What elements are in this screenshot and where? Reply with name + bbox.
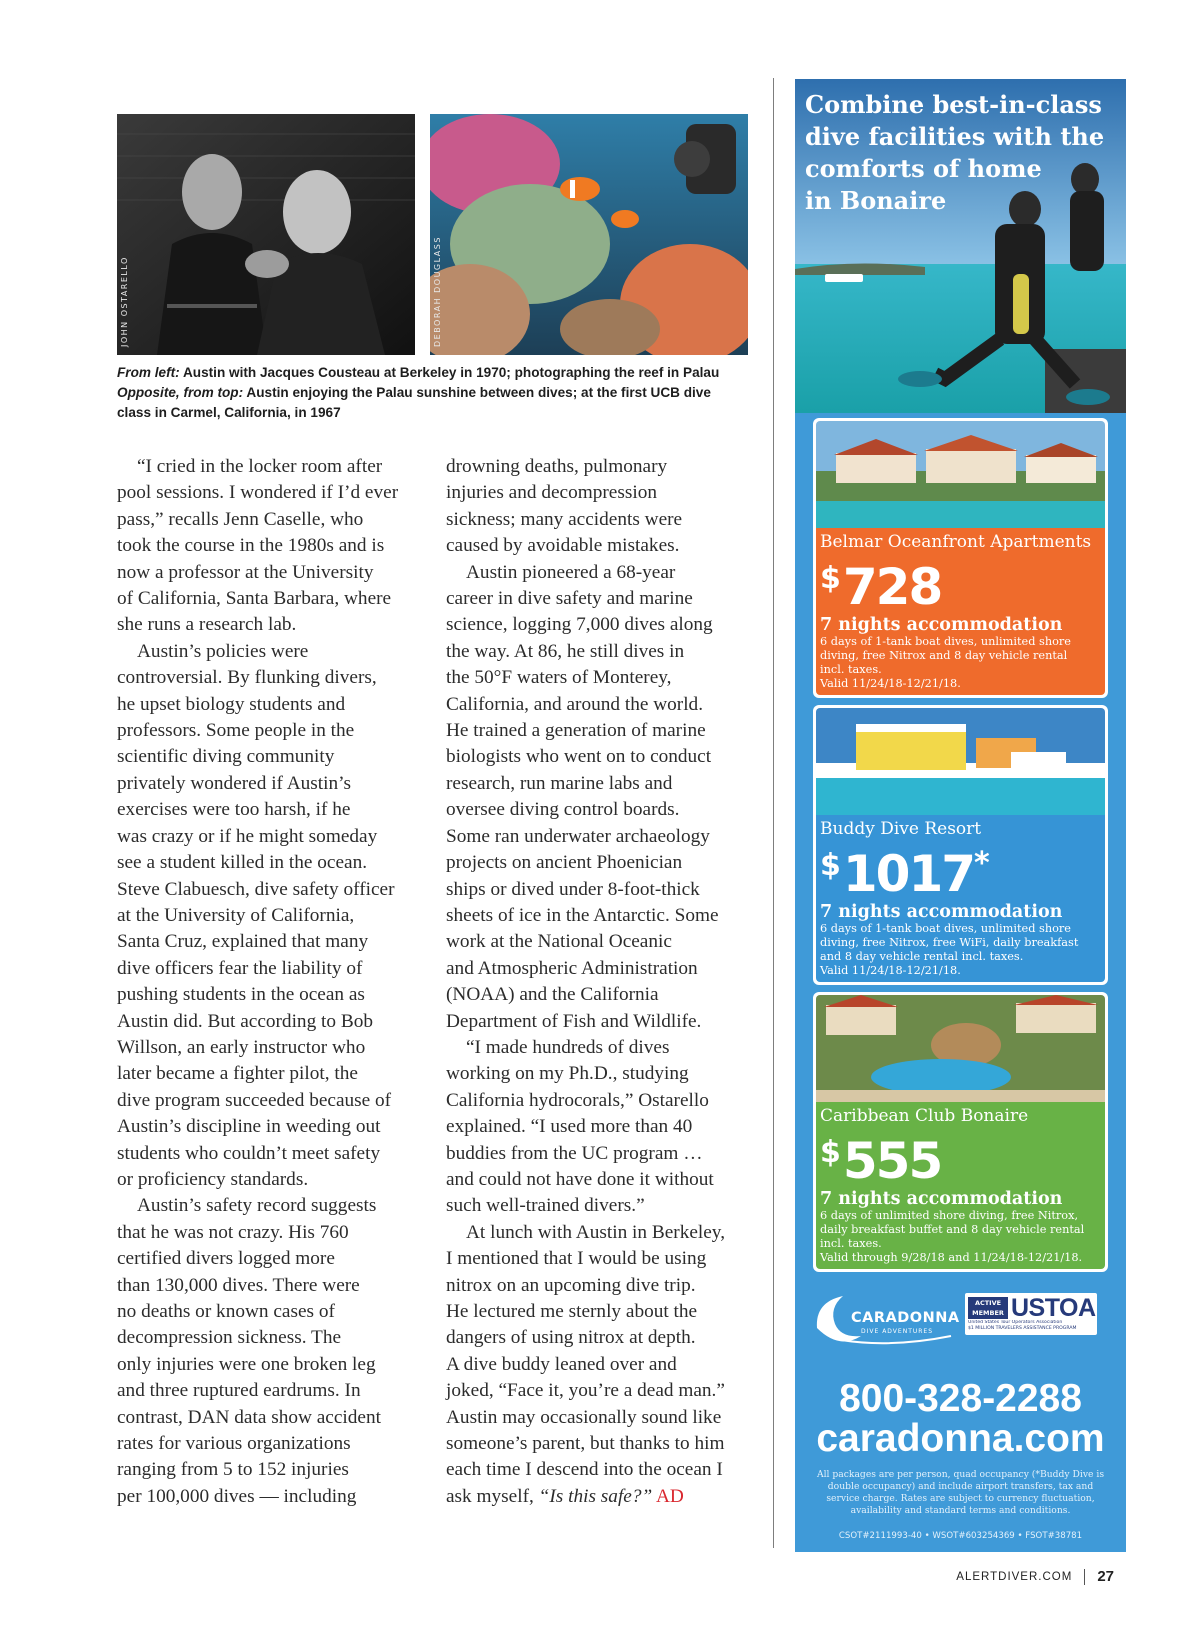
price-value: 728 <box>842 558 942 616</box>
photo-credit-right: DEBORAH DOUGLASS <box>433 236 442 347</box>
article-line: sickness; many accidents were <box>446 508 683 530</box>
article-line: drowning deaths, pulmonary <box>446 456 668 477</box>
caption-line-3: class in Carmel, California, in 1967 <box>117 405 341 420</box>
article-line: and three ruptured eardrums. In <box>117 1380 361 1402</box>
price-value: 1017 <box>842 845 975 903</box>
article-line: scientific diving community <box>117 746 335 768</box>
package-description <box>820 635 1101 677</box>
article-column-1 <box>117 454 422 1510</box>
description-line: 6 days of 1-tank boat dives, unlimited shore <box>820 635 1071 648</box>
package-card-caribbean-club[interactable] <box>813 992 1108 1272</box>
photo-credit-left: JOHN OSTARELLO <box>120 256 129 347</box>
article-line: Austin did. But according to Bob <box>117 1010 373 1032</box>
article-line: (NOAA) and the California <box>446 984 659 1006</box>
ad-logos <box>805 1284 1116 1359</box>
article-line: pool sessions. I wondered if I’d ever <box>117 482 399 504</box>
card-photo-caribbean-club <box>816 995 1105 1102</box>
article-line: contrast, DAN data show accident <box>117 1406 381 1428</box>
article-line: she runs a research lab. <box>117 614 297 636</box>
card-body-buddy-dive <box>816 815 1105 982</box>
package-nights: 7 nights accommodation <box>820 615 1063 635</box>
photo-austin-cousteau <box>117 114 415 355</box>
caradonna-ad[interactable] <box>795 79 1126 1552</box>
caption-line-2 <box>117 383 752 403</box>
article-line: Santa Cruz, explained that many <box>117 931 369 953</box>
article-line: someone’s parent, but thanks to him <box>446 1433 725 1455</box>
buddy-dive-photo <box>816 708 1105 815</box>
article-line: dive officers fear the liability of <box>117 957 363 979</box>
article-line: joked, “Face it, you’re a dead man.” <box>446 1380 725 1402</box>
price-asterisk: * <box>974 846 990 881</box>
photo-austin-cousteau-image <box>117 114 415 355</box>
article-line: he upset biology students and <box>117 693 346 715</box>
article-line: science, logging 7,000 dives along <box>446 614 713 636</box>
page-number: 27 <box>1097 1568 1114 1585</box>
article-line: no deaths or known cases of <box>117 1301 335 1322</box>
caradonna-logo[interactable] <box>811 1290 961 1350</box>
belmar-photo <box>816 421 1105 528</box>
article-line: He lectured me sternly about the <box>446 1301 698 1322</box>
column-divider <box>773 78 774 1548</box>
caption-lead-2: Opposite, from top: <box>117 385 244 400</box>
ad-hero-image <box>795 79 1126 413</box>
description-line: incl. taxes. <box>820 1237 882 1250</box>
article-line: “I cried in the locker room after <box>137 456 383 477</box>
caradonna-name: CARADONNA <box>851 1310 960 1326</box>
photo-reef-palau <box>430 114 748 355</box>
article-line: professors. Some people in the <box>117 720 355 742</box>
fine-print-line: double occupancy) and include airport transfers, tax and <box>827 1481 1094 1492</box>
ustoa-name: USTOA <box>1011 1294 1096 1322</box>
article-line: the way. At 86, he still dives in <box>446 640 685 662</box>
package-description <box>820 922 1101 964</box>
article-line: per 100,000 dives — including <box>117 1485 357 1507</box>
card-body-caribbean-club <box>816 1102 1105 1269</box>
footer-divider <box>1084 1569 1085 1585</box>
caption-text-2: Austin enjoying the Palau sunshine between dives; at the first UCB dive <box>246 385 711 400</box>
article-line: California hydrocorals,” Ostarello <box>446 1089 709 1111</box>
final-quote: “Is this safe?” <box>538 1485 653 1507</box>
ad-website-link[interactable]: caradonna.com <box>816 1417 1105 1460</box>
fine-print-line: service charge. Rates are subject to currency fluctuation, <box>826 1493 1095 1504</box>
article-line: Austin’s safety record suggests <box>137 1195 377 1217</box>
article-last-line <box>446 1484 756 1510</box>
article-line: and could not have done it without <box>446 1168 714 1190</box>
article-line: injuries and decompression <box>446 482 657 504</box>
article-line: oversee diving control boards. <box>446 799 680 821</box>
package-price <box>820 552 1101 616</box>
ustoa-subtitle-line: United States Tour Operators Association <box>968 1320 1063 1325</box>
caption-lead-1: From left: <box>117 365 180 380</box>
article-line: He trained a generation of marine <box>446 720 706 742</box>
card-body-belmar <box>816 528 1105 695</box>
fine-print-line: availability and standard terms and conditions. <box>850 1505 1071 1516</box>
article-line: biologists who went on to conduct <box>446 746 712 768</box>
article-line: career in dive safety and marine <box>446 588 693 610</box>
article-line: caused by avoidable mistakes. <box>446 535 680 557</box>
article-line: ask myself, <box>446 1485 534 1507</box>
package-card-belmar[interactable] <box>813 418 1108 698</box>
article-line: dangers of using nitrox at depth. <box>446 1327 696 1349</box>
article-line: explained. “I used more than 40 <box>446 1116 693 1138</box>
article-line: or proficiency standards. <box>117 1168 309 1190</box>
package-name: Buddy Dive Resort <box>820 819 982 839</box>
caption-line-1 <box>117 363 752 383</box>
article-line: that he was not crazy. His 760 <box>117 1221 349 1243</box>
ustoa-badge-line: ACTIVE <box>974 1299 1002 1307</box>
article-line: privately wondered if Austin’s <box>117 772 352 794</box>
article-line: projects on ancient Phoenician <box>446 852 683 874</box>
package-nights: 7 nights accommodation <box>820 1189 1063 1209</box>
article-line: Steve Clabuesch, dive safety officer <box>117 878 395 900</box>
package-name: Belmar Oceanfront Apartments <box>820 532 1092 552</box>
article-line: decompression sickness. The <box>117 1327 342 1349</box>
article-line: research, run marine labs and <box>446 772 673 794</box>
package-name: Caribbean Club Bonaire <box>820 1106 1029 1126</box>
article-line: Austin’s discipline in weeding out <box>117 1116 381 1138</box>
description-line: diving, free Nitrox and 8 day vehicle rental <box>820 649 1068 662</box>
article-line: students who couldn’t meet safety <box>117 1142 381 1164</box>
photo-caption <box>117 363 752 423</box>
article-line: the 50°F waters of Monterey, <box>446 667 672 689</box>
description-line: 6 days of 1-tank boat dives, unlimited shore <box>820 922 1071 935</box>
article-line: working on my Ph.D., studying <box>446 1063 689 1085</box>
footer-site[interactable]: ALERTDIVER.COM <box>956 1570 1073 1583</box>
article-line: pushing students in the ocean as <box>117 984 365 1006</box>
article-line: work at the National Oceanic <box>446 931 672 953</box>
article-line: sheets of ice in the Antarctic. Some <box>446 904 719 926</box>
article-line: ranging from 5 to 152 injuries <box>117 1459 349 1481</box>
currency-symbol: $ <box>820 1135 841 1170</box>
ad-headline-line: dive facilities with the <box>805 122 1105 151</box>
currency-symbol: $ <box>820 561 841 596</box>
card-photo-belmar <box>816 421 1105 528</box>
article-line: A dive buddy leaned over and <box>446 1353 677 1375</box>
article-line: At lunch with Austin in Berkeley, <box>466 1221 726 1243</box>
card-photo-buddy-dive <box>816 708 1105 815</box>
article-line: ships or dived under 8-foot-thick <box>446 878 700 900</box>
article-line: I mentioned that I would be using <box>446 1248 707 1270</box>
package-description <box>820 1209 1101 1251</box>
caradonna-tagline: DIVE ADVENTURES <box>861 1328 934 1335</box>
article-line: Austin’s policies were <box>137 640 309 662</box>
article-line: later became a fighter pilot, the <box>117 1063 358 1085</box>
description-line: 6 days of unlimited shore diving, free Nitrox, <box>820 1209 1079 1222</box>
ad-headline-line: comforts of home <box>805 154 1042 183</box>
article-line: such well-trained divers.” <box>446 1195 645 1217</box>
ad-headline <box>805 89 1105 217</box>
description-line: incl. taxes. <box>820 663 882 676</box>
end-mark: AD <box>656 1485 684 1507</box>
price-value: 555 <box>842 1132 942 1190</box>
article-line: only injuries were one broken leg <box>117 1353 376 1375</box>
article-line: pass,” recalls Jenn Caselle, who <box>117 508 364 530</box>
article-line: was crazy or if he might someday <box>117 825 378 847</box>
article-line: “I made hundreds of dives <box>466 1036 670 1058</box>
article-line: dive program succeeded because of <box>117 1089 392 1111</box>
article-line: California, and around the world. <box>446 693 704 715</box>
ustoa-logo[interactable] <box>965 1293 1097 1335</box>
article-line: at the University of California, <box>117 904 355 926</box>
currency-symbol: $ <box>820 848 841 883</box>
package-card-buddy-dive[interactable] <box>813 705 1108 985</box>
article-line: exercises were too harsh, if he <box>117 799 351 821</box>
article-line: Willson, an early instructor who <box>117 1036 366 1058</box>
article-line: Department of Fish and Wildlife. <box>446 1010 702 1032</box>
ad-headline-line: in Bonaire <box>805 186 947 215</box>
package-nights: 7 nights accommodation <box>820 902 1063 922</box>
description-line: daily breakfast buffet and 8 day vehicle rental <box>820 1223 1085 1236</box>
article-line: certified divers logged more <box>117 1248 335 1270</box>
package-validity: Valid 11/24/18-12/21/18. <box>820 677 961 690</box>
article-line: see a student killed in the ocean. <box>117 852 368 874</box>
ustoa-subtitle <box>968 1320 1096 1332</box>
page-footer <box>956 1568 1114 1585</box>
package-price <box>820 839 1101 903</box>
description-line: diving, free Nitrox, free WiFi, daily breakfast <box>820 936 1079 949</box>
article-line: controversial. By flunking divers, <box>117 667 377 689</box>
article-line: Some ran underwater archaeology <box>446 825 710 847</box>
caption-text-1: Austin with Jacques Cousteau at Berkeley in 1970; photographing the reef in Palau <box>182 365 720 380</box>
ad-headline-line: Combine best-in-class <box>805 90 1102 119</box>
ustoa-badge-line: MEMBER <box>972 1309 1004 1317</box>
article-line: Austin may occasionally sound like <box>446 1406 722 1428</box>
article-line: of California, Santa Barbara, where <box>117 588 392 610</box>
article-line: each time I descend into the ocean I <box>446 1459 723 1481</box>
ustoa-badge <box>968 1297 1008 1319</box>
caribbean-club-photo <box>816 995 1105 1102</box>
ad-phone-number[interactable]: 800-328-2288 <box>839 1377 1082 1420</box>
package-validity: Valid 11/24/18-12/21/18. <box>820 964 961 977</box>
description-line: and 8 day vehicle rental incl. taxes. <box>820 950 1024 963</box>
fine-print-line: All packages are per person, quad occupancy (*Buddy Dive is <box>816 1469 1105 1480</box>
article-column-2 <box>446 454 756 1510</box>
article-line: than 130,000 dives. There were <box>117 1274 360 1296</box>
photo-reef-palau-image <box>430 114 748 355</box>
article-line: took the course in the 1980s and is <box>117 535 385 557</box>
article-line: and Atmospheric Administration <box>446 957 698 979</box>
package-price <box>820 1126 1101 1190</box>
ad-registrations: CSOT#2111993-40 • WSOT#603254369 • FSOT#38781 <box>838 1531 1083 1541</box>
ad-fine-print <box>809 1469 1112 1517</box>
ustoa-subtitle-line: $1 MILLION TRAVELERS ASSISTANCE PROGRAM <box>968 1326 1077 1331</box>
article-line: Austin pioneered a 68-year <box>466 561 676 583</box>
article-line: now a professor at the University <box>117 561 374 583</box>
article-line: buddies from the UC program … <box>446 1142 703 1164</box>
package-validity: Valid through 9/28/18 and 11/24/18-12/21/18. <box>820 1251 1083 1264</box>
article-line: rates for various organizations <box>117 1433 351 1455</box>
article-line: nitrox on an upcoming dive trip. <box>446 1274 696 1296</box>
